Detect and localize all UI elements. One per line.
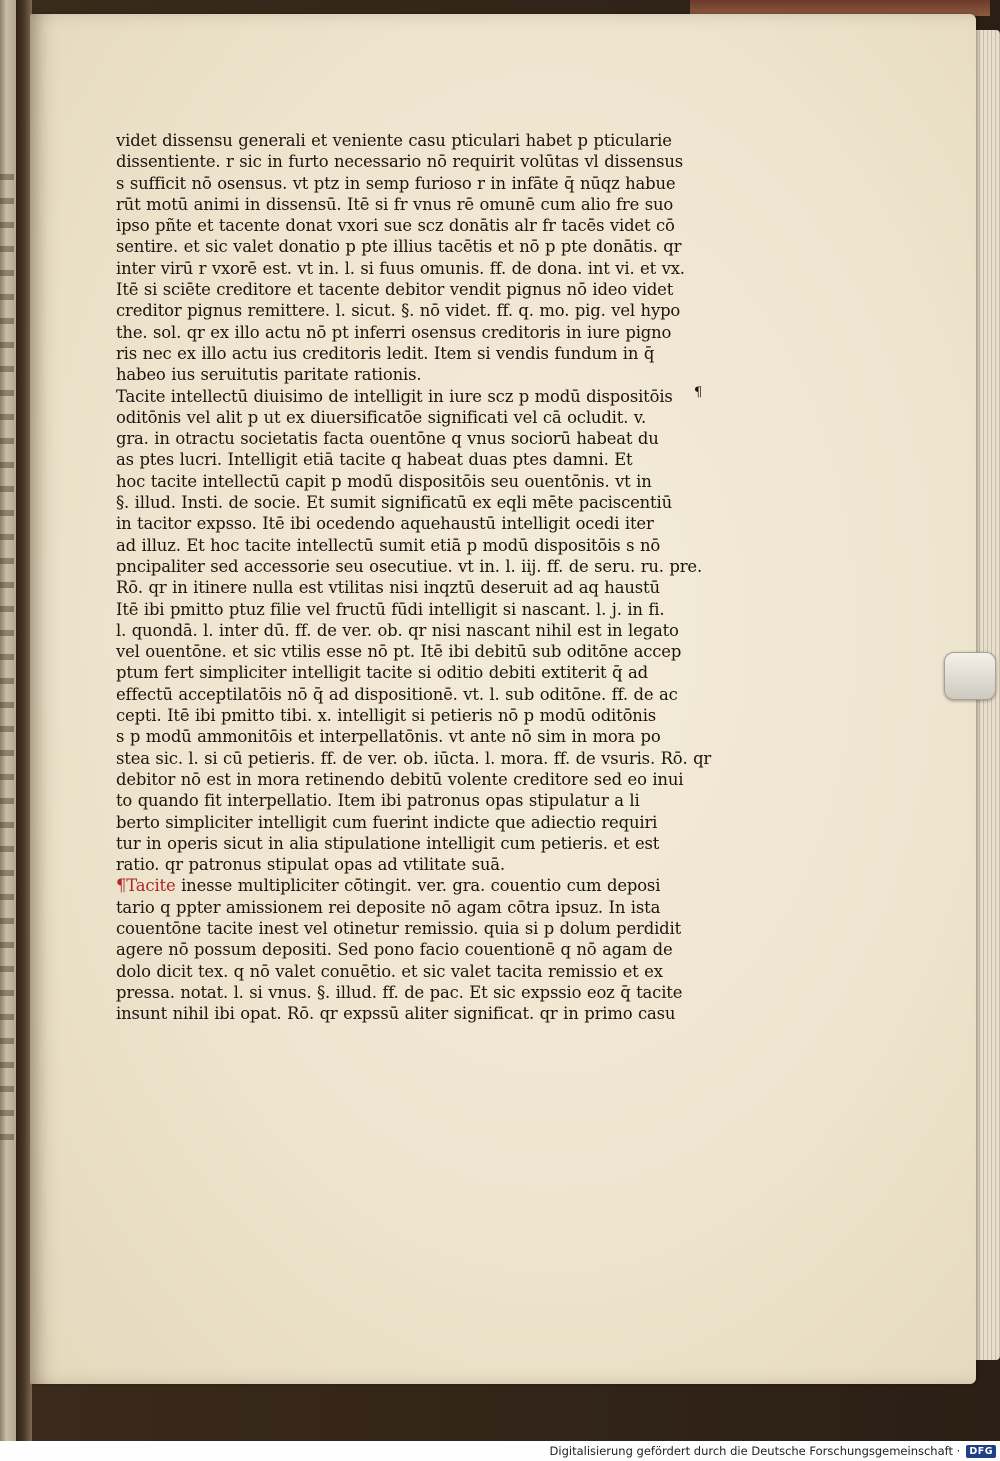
text-block <box>116 130 716 1024</box>
text-line: gra. in otractu societatis facta ouentōne q vnus sociorū habeat du <box>116 429 659 449</box>
text-line: §. illud. Insti. de socie. Et sumit significatū ex eqli mēte paciscentiū <box>116 493 672 513</box>
text-line: Tacite intellectū diuisimo de intelligit in iure scz p modū dispositōis <box>116 386 673 406</box>
text-line: ipso pñte et tacente donat vxori sue scz donātis alr fr tacēs videt cō <box>116 216 675 236</box>
text-line: cepti. Itē ibi pmitto tibi. x. intelligit si petieris nō p modū oditōnis <box>116 706 657 726</box>
text-line: tur in operis sicut in alia stipulatione intelligit cum petieris. et est <box>116 833 660 853</box>
text-line: debitor nō est in mora retinendo debitū volente creditore sed eo inui <box>116 769 684 789</box>
text-line: berto simpliciter intelligit cum fuerint indicte que adiectio requiri <box>116 812 658 832</box>
facing-page-edge <box>0 0 16 1441</box>
text-line: agere nō possum depositi. Sed pono facio couentionē q nō agam de <box>116 940 673 960</box>
text-line: couentōne tacite inest vel otinetur remissio. quia si p dolum perdidit <box>116 918 682 938</box>
text-line: sentire. et sic valet donatio p pte illius tacētis et nō p pte donātis. qr <box>116 237 682 257</box>
text-line: rūt motū animi in dissensū. Itē si fr vnus rē omunē cum alio fre suo <box>116 194 674 214</box>
text-line: insunt nihil ibi opat. Rō. qr expssū aliter significat. qr in primo casu <box>116 1004 676 1024</box>
text-line: the. sol. qr ex illo actu nō pt inferri osensus creditoris in iure pigno <box>116 322 672 342</box>
text-line: ¶Tacite inesse multipliciter cōtingit. ver. gra. couentio cum deposi <box>116 876 661 896</box>
text-line: vel ouentōne. et sic vtilis esse nō pt. Itē ibi debitū sub oditōne accep <box>116 642 682 662</box>
text-line: pncipaliter sed accessorie seu osecutiue. vt in. l. iij. ff. de seru. ru. pre. <box>116 556 703 576</box>
text-line: dissentiente. r sic in furto necessario nō requirit volūtas vl dissensus <box>116 152 684 172</box>
text-line: creditor pignus remittere. l. sicut. §. nō videt. ff. q. mo. pig. vel hypo <box>116 301 681 321</box>
text-line: in tacitor expsso. Itē ibi ocedendo aquehaustū intelligit ocedi iter <box>116 514 654 534</box>
text-line: ptum fert simpliciter intelligit tacite si oditio debiti extiterit q̄ ad <box>116 663 648 683</box>
text-line: effectū acceptilatōis nō q̄ ad dispositionē. vt. l. sub oditōne. ff. de ac <box>116 684 678 704</box>
text-line: ratio. qr patronus stipulat opas ad vtilitate suā. <box>116 855 505 875</box>
dfg-logo: DFG <box>966 1445 996 1458</box>
page-clip <box>944 652 996 700</box>
text-line: as ptes lucri. Intelligit etiā tacite q habeat duas ptes damni. Et <box>116 450 633 470</box>
text-line: to quando fit interpellatio. Item ibi patronus opas stipulatur a li <box>116 791 640 811</box>
text-line: Rō. qr in itinere nulla est vtilitas nisi inqztū deseruit ad aq haustū <box>116 578 660 598</box>
text-line: tario q ppter amissionem rei deposite nō agam cōtra ipsuz. In ista <box>116 897 661 917</box>
text-line: stea sic. l. si cū petieris. ff. de ver. ob. iūcta. l. mora. ff. de vsuris. Rō. qr <box>116 748 712 768</box>
text-line: Itē ibi pmitto ptuz filie vel fructū fūdi intelligit si nascant. l. j. in fi. <box>116 599 665 619</box>
text-line: ris nec ex illo actu ius creditoris ledit. Item si vendis fundum in q̄ <box>116 343 655 363</box>
footer-bar <box>0 1441 1000 1461</box>
text-line: pressa. notat. l. si vnus. §. illud. ff. de pac. Et sic expssio eoz q̄ tacite <box>116 982 683 1002</box>
rubric-initial: ¶Tacite <box>116 876 176 896</box>
text-line: s p modū ammonitōis et interpellatōnis. vt ante nō sim in mora po <box>116 727 661 747</box>
text-line: dolo dicit tex. q nō valet conuētio. et sic valet tacita remissio et ex <box>116 961 663 981</box>
footer-credit: Digitalisierung gefördert durch die Deutsche Forschungsgemeinschaft · <box>549 1444 961 1458</box>
text-line: Itē si sciēte creditore et tacente debitor vendit pignus nō ideo videt <box>116 280 674 300</box>
text-line: oditōnis vel alit p ut ex diuersificatōe significati vel cā ocludit. v. <box>116 407 647 427</box>
text-line: ad illuz. Et hoc tacite intellectū sumit etiā p modū dispositōis s nō <box>116 535 661 555</box>
text-line: s sufficit nō osensus. vt ptz in semp furioso r in infāte q̄ nūqz habue <box>116 173 676 193</box>
margin-marker: ¶ <box>694 385 703 400</box>
text-line: hoc tacite intellectū capit p modū dispositōis seu ouentōnis. vt in <box>116 471 652 491</box>
text-line: inter virū r vxorē est. vt in. l. si fuus omunis. ff. de dona. int vi. et vx. <box>116 258 685 278</box>
text-line: l. quondā. l. inter dū. ff. de ver. ob. qr nisi nascant nihil est in legato <box>116 620 679 640</box>
text-line: habeo ius seruitutis paritate rationis. <box>116 365 422 385</box>
facing-page-text-edge <box>0 160 14 1140</box>
text-line: videt dissensu generali et veniente casu pticulari habet p pticularie <box>116 131 672 150</box>
